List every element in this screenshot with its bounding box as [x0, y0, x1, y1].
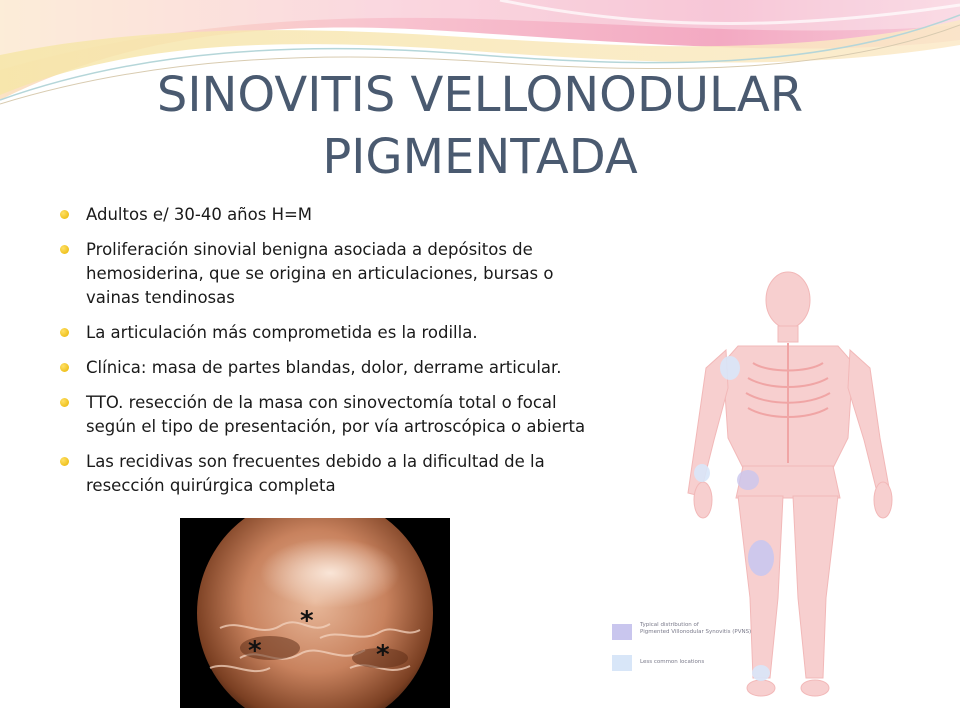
bullet-text-line: según el tipo de presentación, por vía artroscópica o abierta — [86, 417, 586, 436]
arthroscopy-image — [180, 518, 450, 708]
slide-title — [40, 64, 920, 188]
bullet-dot-icon — [60, 210, 69, 219]
bullet-text-line: Proliferación sinovial benigna asociada a depósitos de — [86, 240, 533, 259]
bullet-item — [60, 450, 680, 498]
arthroscopy-marker: * — [248, 636, 262, 666]
bullet-text-line: TTO. resección de la masa con sinovectomía total o focal — [86, 393, 557, 412]
bullet-dot-icon — [60, 245, 69, 254]
bullet-text-line: Las recidivas son frecuentes debido a la dificultad de la — [86, 452, 545, 471]
bullet-item — [60, 356, 680, 380]
bullet-item — [60, 391, 680, 439]
legend-swatch-less-common — [612, 655, 632, 671]
slide-title-line2: PIGMENTADA — [322, 129, 638, 185]
bullet-dot-icon — [60, 457, 69, 466]
bullet-text-line: Adultos e/ 30-40 años H=M — [86, 205, 313, 224]
arthroscopy-photo — [180, 518, 450, 708]
legend-swatch-typical — [612, 624, 632, 640]
bullet-dot-icon — [60, 363, 69, 372]
bullet-text-line: vainas tendinosas — [86, 288, 235, 307]
bullet-item — [60, 321, 680, 345]
bullet-list — [60, 203, 680, 509]
bullet-text-line: resección quirúrgica completa — [86, 476, 336, 495]
legend-label-typical: Typical distribution of Pigmented Villonodular Synovitis (PVNS) — [640, 622, 752, 635]
legend-label-less-common: Less common locations — [640, 659, 705, 665]
bullet-dot-icon — [60, 328, 69, 337]
arthroscopy-marker: * — [300, 606, 314, 636]
slide-title-line1: SINOVITIS VELLONODULAR — [156, 67, 804, 123]
bullet-dot-icon — [60, 398, 69, 407]
bullet-text-line: La articulación más comprometida es la rodilla. — [86, 323, 478, 342]
bullet-text-line: hemosiderina, que se origina en articulaciones, bursas o — [86, 264, 554, 283]
bullet-item — [60, 203, 680, 227]
bullet-text-line: Clínica: masa de partes blandas, dolor, derrame articular. — [86, 358, 562, 377]
arthroscopy-marker: * — [376, 640, 390, 670]
bullet-item — [60, 238, 680, 310]
